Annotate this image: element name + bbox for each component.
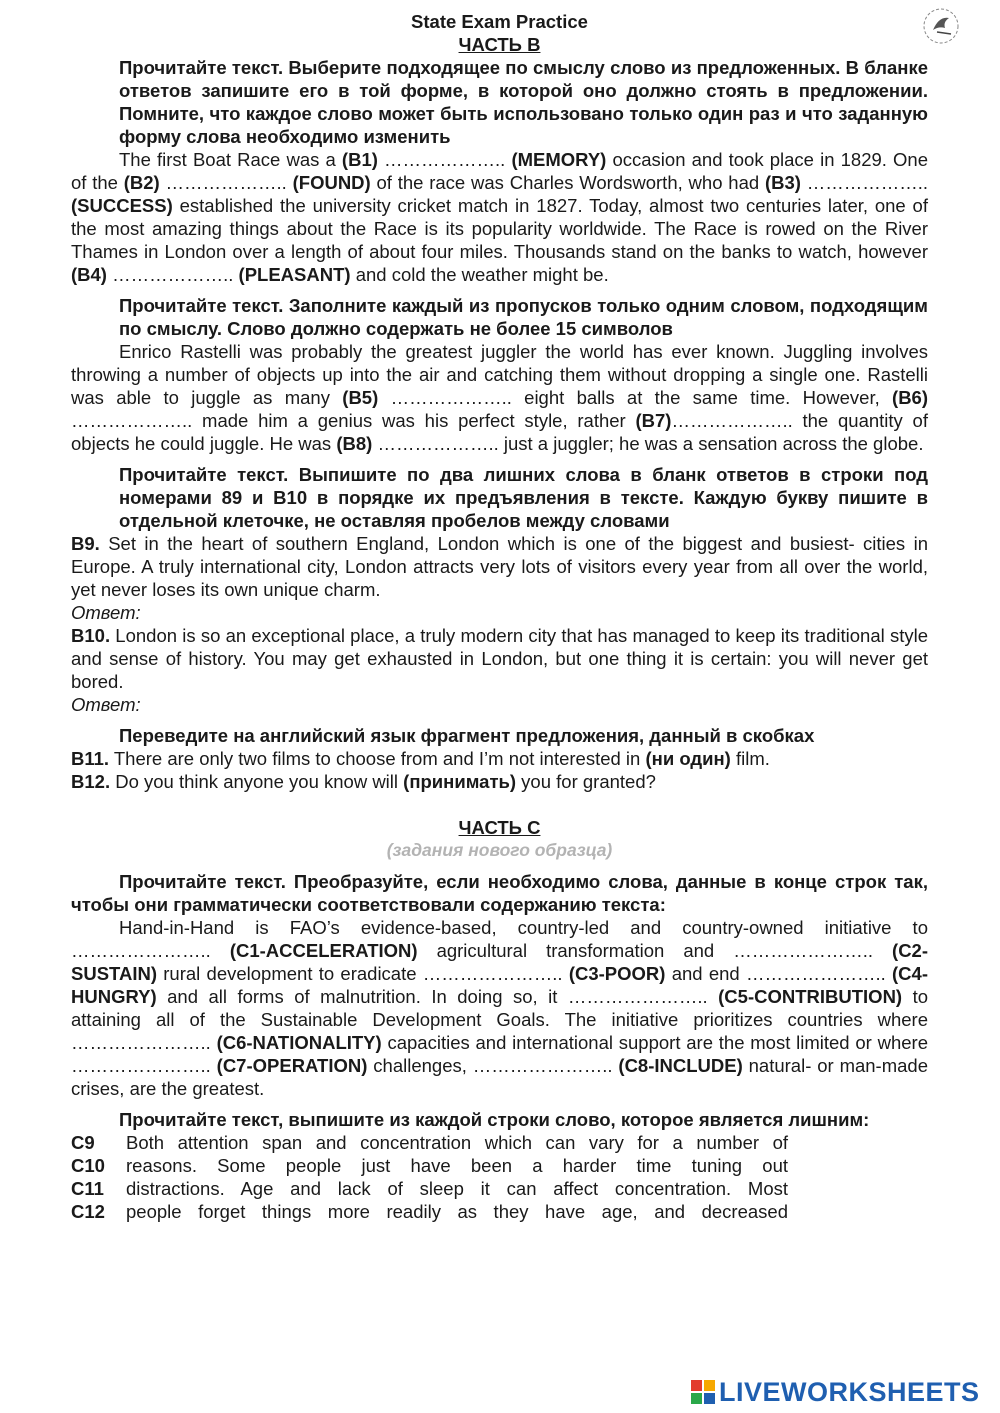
row-text: Both attention span and concentration which can vary for a number of [126,1132,788,1153]
row-text: people forget things more readily as they have age, and decreased [126,1201,788,1222]
part-b-heading: ЧАСТЬ В [458,34,541,55]
task3-instruction: Прочитайте текст. Выпишите по два лишних слова в бланк ответов в строки под номерами 89 и В10 в порядке их предъявления в тексте. Каждую букву пишите в отдельной клеточке, не оставляя пробелов между словами [119,464,928,531]
logo-block-v [691,1393,702,1404]
task6-instruction: Прочитайте текст, выпишите из каждой строки слово, которое является лишним: [119,1109,870,1130]
row-label: C9 [71,1132,95,1153]
row-label: C11 [71,1178,104,1199]
answer-label-b9: Ответ: [71,602,141,623]
logo-block-i [704,1380,715,1391]
b11-text: B11. There are only two films to choose from and I’m not interested in (ни один) film. [71,748,770,769]
liveworksheets-logo [691,1377,980,1407]
b10-text: B10. London is so an exceptional place, a truly modern city that has managed to keep its traditional style and sense of history. You may get exhausted in London, but one thing it is certain: you will never get bored. [71,625,928,692]
logo-block-e [704,1393,715,1404]
part-c-subtitle: (задания нового образца) [386,840,613,860]
b9-text: B9. Set in the heart of southern England, London which is one of the biggest and busiest- cities in Europe. A truly international city, London attracts very lots of visitors every year from all over the world, yet never loses its own unique charm. [71,533,928,600]
page-title: State Exam Practice [411,11,588,32]
task1-text: The first Boat Race was a (B1) ……………….. (MEMORY) occasion and took place in 1829. One of the (B2) ……………….. (FOUND) of the race was Charles Wordsworth, who had (B3) ……………….. (SUCCESS) established the university cricket match in 1827. Today, almost two centuries later, one of the most amazing things about the Race is its popularity worldwide. The Race is rowed on the River Thames in London over a length of about four miles. Thousands stand on the banks to watch, however (B4) ……………….. (PLEASANT) and cold the weather might be. [71,149,929,285]
row-label: C12 [71,1201,105,1222]
task4-instruction: Переведите на английский язык фрагмент предложения, данный в скобках [119,725,815,746]
worksheet-page [71,10,928,1223]
row-label: C10 [71,1155,105,1176]
list-item [71,1154,928,1177]
logo-blocks-icon [691,1380,715,1404]
task2-instruction: Прочитайте текст. Заполните каждый из пропусков только одним словом, подходящим по смыслу. Слово должно содержать не более 15 символов [119,295,928,339]
task5-text: Hand-in-Hand is FAO’s evidence-based, country-led and country-owned initiative to ………………….. (C1-ACCELERATION) agricultural transformation and ………………….. (C2-SUSTAIN) rural development to eradicate ………………….. (C3-POOR) and end ………………….. (C4-HUNGRY) and all forms of malnutrition. In doing so, it ………………….. (C5-CONTRIBUTION) to attaining all of the Sustainable Development Goals. The initiative prioritizes countries where ………………….. (C6-NATIONALITY) capacities and international support are the most limited or where ………………….. (C7-OPERATION) challenges, ………………….. (C8-INCLUDE) natural- or man-made crises, are the greatest. [71,917,929,1099]
list-item [71,1200,928,1223]
answer-label-b10: Ответ: [71,694,141,715]
b12-text: B12. Do you think anyone you know will (принимать) you for granted? [71,771,656,792]
brand-name: LIVEWORKSHEETS [719,1376,980,1407]
task5-instruction: Прочитайте текст. Преобразуйте, если необходимо слова, данные в конце строк так, чтобы они грамматически соответствовали содержанию текста: [71,871,928,915]
task1-instruction: Прочитайте текст. Выберите подходящее по смыслу слово из предложенных. В бланке ответов запишите его в той форме, в которой оно должно стоять в предложении. Помните, что каждое слово может быть использовано только один раз и что заданную форму слова необходимо изменить [119,57,928,147]
row-text: reasons. Some people just have been a harder time tuning out [126,1155,788,1176]
logo-block-l [691,1380,702,1391]
list-item [71,1131,928,1154]
task2-text: Enrico Rastelli was probably the greatest juggler the world has ever known. Juggling involves throwing a number of objects up into the air and catching them without dropping a single one. Rastelli was able to juggle as many (B5) ……………….. eight balls at the same time. However, (B6) ……………….. made him a genius was his perfect style, rather (B7)……………….. the quantity of objects he could juggle. He was (B8) ……………….. just a juggler; he was a sensation across the globe. [71,341,929,454]
list-item [71,1177,928,1200]
row-text: distractions. Age and lack of sleep it can affect concentration. Most [126,1178,788,1199]
part-c-heading: ЧАСТЬ С [458,817,541,838]
